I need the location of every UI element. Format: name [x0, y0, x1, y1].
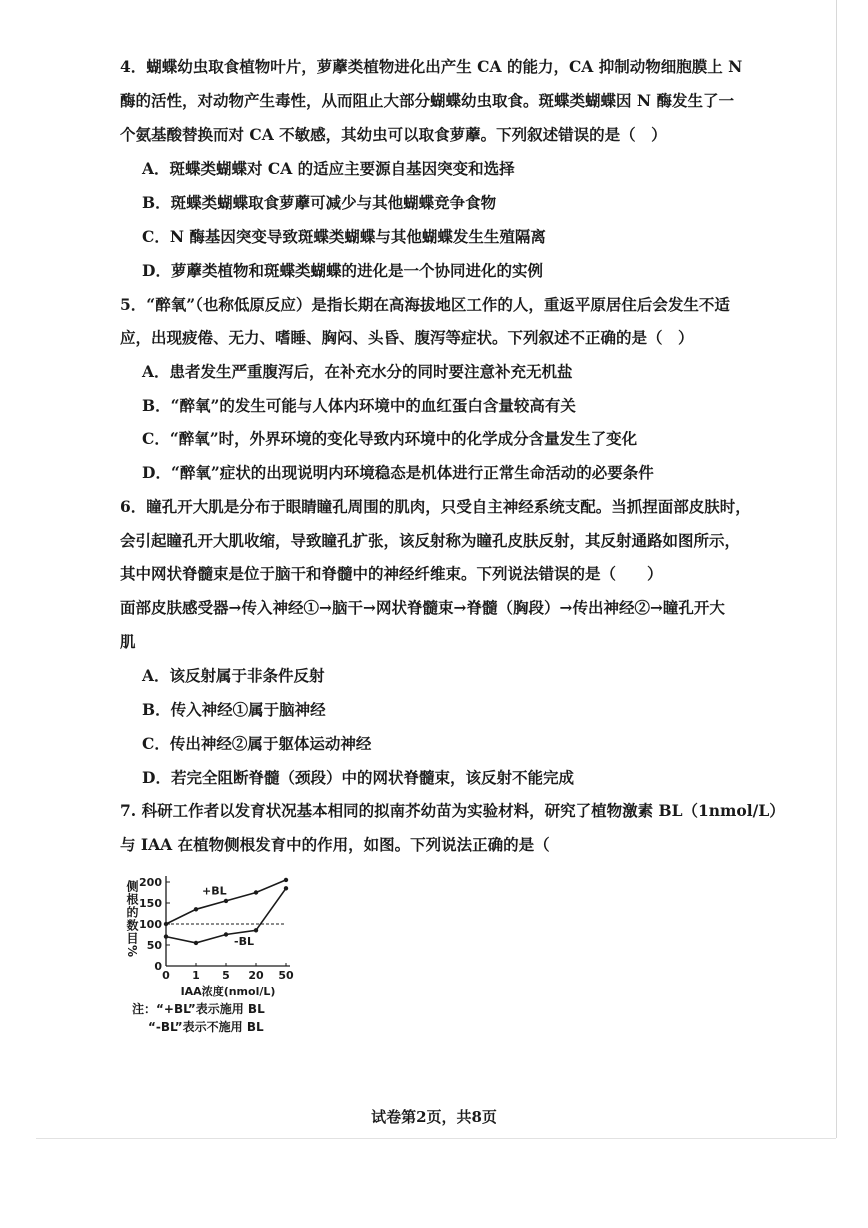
- q6-stem-line: 其中网状脊髓束是位于脑干和脊髓中的神经纤维束。下列说法错误的是（ ）: [120, 564, 663, 583]
- q7-note-minus-bl: “-BL”表示不施用 BL: [148, 1020, 264, 1034]
- data-point: [284, 878, 288, 882]
- q5-stem-line: 5．“醉氧”（也称低原反应）是指长期在高海拔地区工作的人，重返平原居住后会发生不适: [120, 295, 730, 314]
- q5-option-b: B．“醉氧”的发生可能与人体内环境中的血红蛋白含量较高有关: [142, 396, 576, 415]
- q7-note-plus-bl: 注：“+BL”表示施用 BL: [132, 1002, 265, 1016]
- data-point: [254, 928, 258, 932]
- x-tick-label: 1: [192, 969, 200, 982]
- y-axis-label: 侧根的数目%: [125, 880, 139, 959]
- q6-pathway-line: 面部皮肤感受器→传入神经①→脑干→网状脊髓束→脊髓（胸段）→传出神经②→瞳孔开大: [120, 598, 725, 617]
- data-point: [194, 941, 198, 945]
- x-tick-label: 0: [162, 969, 170, 982]
- data-point: [224, 899, 228, 903]
- q4-option-c: C．N 酶基因突变导致斑蝶类蝴蝶与其他蝴蝶发生生殖隔离: [142, 227, 546, 246]
- q6-option-b: B．传入神经①属于脑神经: [142, 700, 326, 719]
- data-point: [164, 922, 168, 926]
- y-tick-label: 150: [139, 897, 162, 910]
- q6-option-a: A．该反射属于非条件反射: [142, 666, 325, 685]
- y-tick-label: 100: [139, 918, 162, 931]
- y-tick-label: 0: [154, 960, 162, 973]
- data-point: [224, 932, 228, 936]
- q5-stem-line: 应，出现疲倦、无力、嗜睡、胸闷、头昏、腹泻等症状。下列叙述不正确的是（ ）: [120, 328, 694, 347]
- q7-stem-line: 7. 科研工作者以发育状况基本相同的拟南芥幼苗为实验材料，研究了植物激素 BL（1nmol/L）: [120, 801, 785, 820]
- q6-option-d: D．若完全阻断脊髓（颈段）中的网状脊髓束，该反射不能完成: [142, 768, 574, 787]
- scan-edge-right: [836, 0, 837, 1138]
- data-point: [284, 886, 288, 890]
- x-tick-label: 5: [222, 969, 230, 982]
- q5-option-c: C．“醉氧”时，外界环境的变化导致内环境中的化学成分含量发生了变化: [142, 429, 638, 448]
- data-point: [164, 934, 168, 938]
- q4-stem-line: 4．蝴蝶幼虫取食植物叶片，萝藦类植物进化出产生 CA 的能力，CA 抑制动物细胞膜上 N: [120, 57, 743, 76]
- chart-marks: [164, 878, 288, 948]
- y-tick-label: 200: [139, 876, 162, 889]
- y-tick-label: 50: [146, 939, 162, 952]
- scan-edge-bottom: [36, 1138, 836, 1139]
- data-point: [194, 907, 198, 911]
- q6-option-c: C．传出神经②属于躯体运动神经: [142, 734, 372, 753]
- q5-option-a: A．患者发生严重腹泻后，在补充水分的同时要注意补充无机盐: [142, 362, 573, 381]
- q4-option-d: D．萝藦类植物和斑蝶类蝴蝶的进化是一个协同进化的实例: [142, 261, 543, 280]
- series-label-minus-bl: -BL: [234, 935, 254, 948]
- q4-stem-line: 个氨基酸替换而对 CA 不敏感，其幼虫可以取食萝藦。下列叙述错误的是（ ）: [120, 125, 667, 144]
- q6-stem-line: 会引起瞳孔开大肌收缩，导致瞳孔扩张，该反射称为瞳孔皮肤反射，其反射通路如图所示，: [120, 531, 741, 550]
- x-axis-label: IAA浓度(nmol/L): [180, 985, 276, 998]
- series-label-plus-bl: +BL: [202, 884, 227, 898]
- x-tick-label: 50: [278, 969, 294, 982]
- q5-option-d: D．“醉氧”症状的出现说明内环境稳态是机体进行正常生命活动的必要条件: [142, 463, 654, 482]
- q7-stem-line: 与 IAA 在植物侧根发育中的作用，如图。下列说法正确的是（: [120, 835, 550, 854]
- q4-option-b: B．斑蝶类蝴蝶取食萝藦可减少与其他蝴蝶竞争食物: [142, 193, 497, 212]
- q4-option-a: A．斑蝶类蝴蝶对 CA 的适应主要源自基因突变和选择: [142, 159, 515, 178]
- q6-stem-line: 6．瞳孔开大肌是分布于眼睛瞳孔周围的肌肉，只受自主神经系统支配。当抓捏面部皮肤时，: [120, 497, 751, 516]
- data-point: [254, 890, 258, 894]
- page-footer: 试卷第2页，共8页: [371, 1108, 497, 1126]
- q6-pathway-line: 肌: [120, 632, 136, 651]
- x-tick-label: 20: [248, 969, 264, 982]
- q4-stem-line: 酶的活性，对动物产生毒性，从而阻止大部分蝴蝶幼虫取食。斑蝶类蝴蝶因 N 酶发生了一: [120, 91, 734, 110]
